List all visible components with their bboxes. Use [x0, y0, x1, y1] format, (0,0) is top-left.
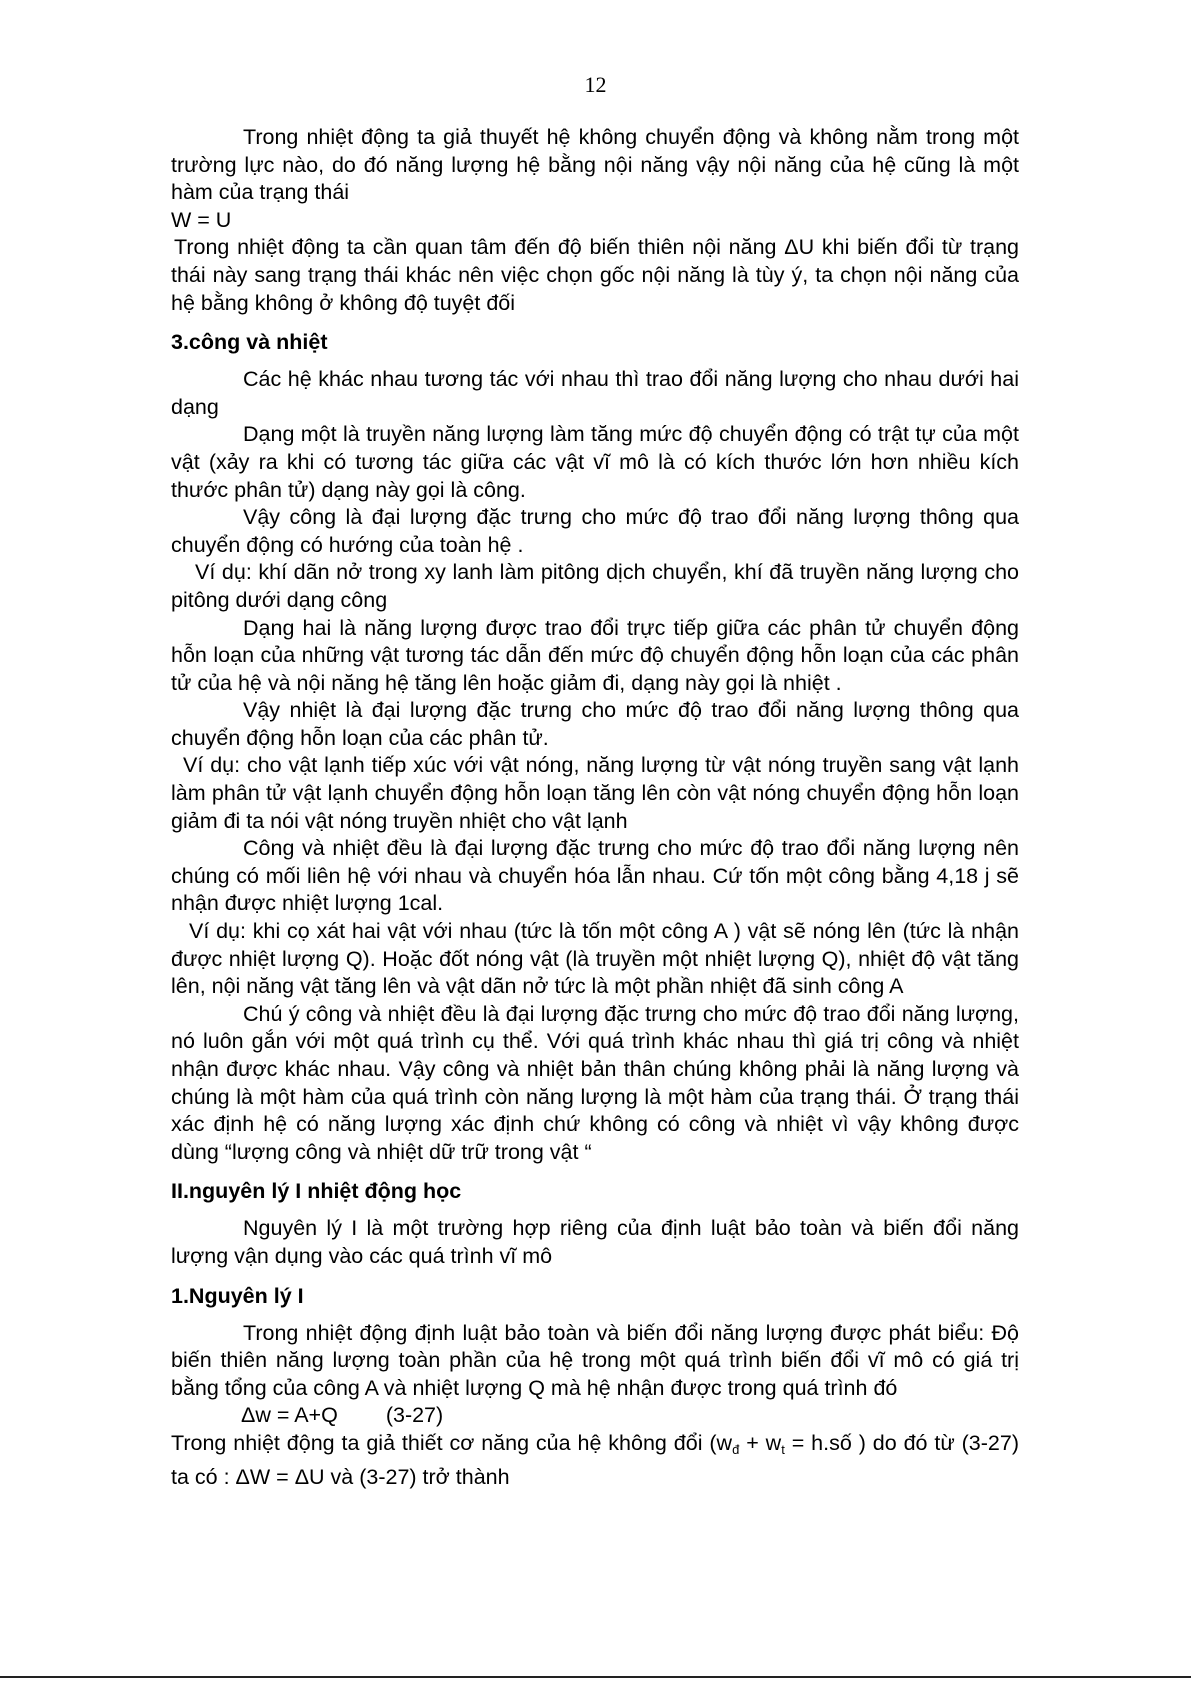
example-paragraph: Ví dụ: cho vật lạnh tiếp xúc với vật nóng, năng lượng từ vật nóng truyền sang vật lạnh làm phân tử vật lạnh chuyển động hỗn loạn tăng lên còn vật nóng chuyển động hỗn loạn giảm đi ta nói vật nóng truyền nhiệt cho vật lạnh	[171, 753, 1019, 833]
subscript: t	[781, 1441, 785, 1457]
text-run: + w	[739, 1430, 782, 1455]
paragraph: Trong nhiệt động ta giả thuyết hệ không chuyển động và không nằm trong một trường lực nào, do đó năng lượng hệ bằng nội năng vậy nội năng của hệ cũng là một hàm của trạng thái	[171, 125, 1019, 205]
page-number: 12	[584, 72, 607, 97]
paragraph: Dạng một là truyền năng lượng làm tăng mức độ chuyển động có trật tự của một vật (xảy ra khi có tương tác giữa các vật vĩ mô là có kích thước lớn hơn nhiều kích thước phân tử) dạng này gọi là công.	[171, 422, 1019, 502]
paragraph: Trong nhiệt động ta cần quan tâm đến độ biến thiên nội năng ΔU khi biến đổi từ trạng thái này sang trạng thái khác nên việc chọn gốc nội năng là tùy ý, ta chọn nội năng của hệ bằng không ở không độ tuyệt đối	[171, 235, 1019, 315]
paragraph: Công và nhiệt đều là đại lượng đặc trưng cho mức độ trao đổi năng lượng nên chúng có mối liên hệ với nhau và chuyển hóa lẫn nhau. Cứ tốn một công bằng 4,18 j sẽ nhận được nhiệt lượng 1cal.	[171, 836, 1019, 916]
example-paragraph: Ví dụ: khi cọ xát hai vật với nhau (tức là tốn một công A ) vật sẽ nóng lên (tức là nhận được nhiệt lượng Q). Hoặc đốt nóng vật (là truyền một nhiệt lượng Q), nhiệt độ vật tăng lên, nội năng vật tăng lên và vật dãn nở tức là một phần nhiệt đã sinh công A	[171, 919, 1019, 999]
equation-3-27	[171, 1402, 1019, 1430]
equation-body: Δw = A+Q	[241, 1403, 338, 1428]
document-body	[171, 124, 1019, 1491]
section-heading-cong-va-nhiet: 3.công và nhiệt	[171, 330, 328, 355]
example-paragraph: Ví dụ: khí dãn nở trong xy lanh làm pitông dịch chuyển, khí đã truyền năng lượng cho pitông dưới dạng công	[171, 560, 1019, 612]
text-run: = h.số ) do đó từ (3-27) ta có : ΔW = ΔU và (3-27) trở thành	[171, 1430, 1019, 1489]
paragraph: Trong nhiệt động định luật bảo toàn và biến đổi năng lượng được phát biểu: Độ biến thiên năng lượng toàn phần của hệ trong một quá trình biến đổi vĩ mô có giá trị bằng tổng của công A và nhiệt lượng Q mà hệ nhận được trong quá trình đó	[171, 1320, 1019, 1400]
paragraph: Chú ý công và nhiệt đều là đại lượng đặc trưng cho mức độ trao đổi năng lượng, nó luôn gắn với một quá trình cụ thể. Với quá trình khác nhau thì giá trị công và nhiệt nhận được khác nhau. Vậy công và nhiệt bản thân chúng không phải là năng lượng và chúng là một hàm của quá trình còn năng lượng là một hàm của trạng thái. Ở trạng thái xác định hệ có năng lượng xác định chứ không có công và nhiệt vì vậy không được dùng “lượng công và nhiệt dữ trữ trong vật “	[171, 1001, 1019, 1164]
paragraph: Các hệ khác nhau tương tác với nhau thì trao đổi năng lượng cho nhau dưới hai dạng	[171, 367, 1019, 419]
paragraph: Nguyên lý I là một trường hợp riêng của định luật bảo toàn và biến đổi năng lượng vận dụng vào các quá trình vĩ mô	[171, 1216, 1019, 1268]
paragraph: Dạng hai là năng lượng được trao đổi trực tiếp giữa các phân tử chuyển động hỗn loạn của những vật tương tác dẫn đến mức độ chuyển động hỗn loạn của các phân tử của hệ và nội năng hệ tăng lên hoặc giảm đi, dạng này gọi là nhiệt .	[171, 615, 1019, 695]
section-heading-nguyen-ly-1: 1.Nguyên lý I	[171, 1283, 304, 1308]
equation-w-equals-u: W = U	[171, 207, 232, 232]
paragraph	[171, 1430, 1019, 1491]
page-bottom-rule	[0, 1676, 1191, 1678]
section-heading-nguyen-ly: II.nguyên lý I nhiệt động học	[171, 1179, 462, 1204]
paragraph: Vậy nhiệt là đại lượng đặc trưng cho mức độ trao đổi năng lượng thông qua chuyển động hỗn loạn của các phân tử.	[171, 698, 1019, 750]
paragraph: Vậy công là đại lượng đặc trưng cho mức độ trao đổi năng lượng thông qua chuyển động có hướng của toàn hệ .	[171, 505, 1019, 557]
subscript: đ	[732, 1441, 740, 1457]
text-run: Trong nhiệt động ta giả thiết cơ năng của hệ không đổi (w	[171, 1430, 733, 1455]
equation-tag: (3-27)	[385, 1403, 444, 1428]
